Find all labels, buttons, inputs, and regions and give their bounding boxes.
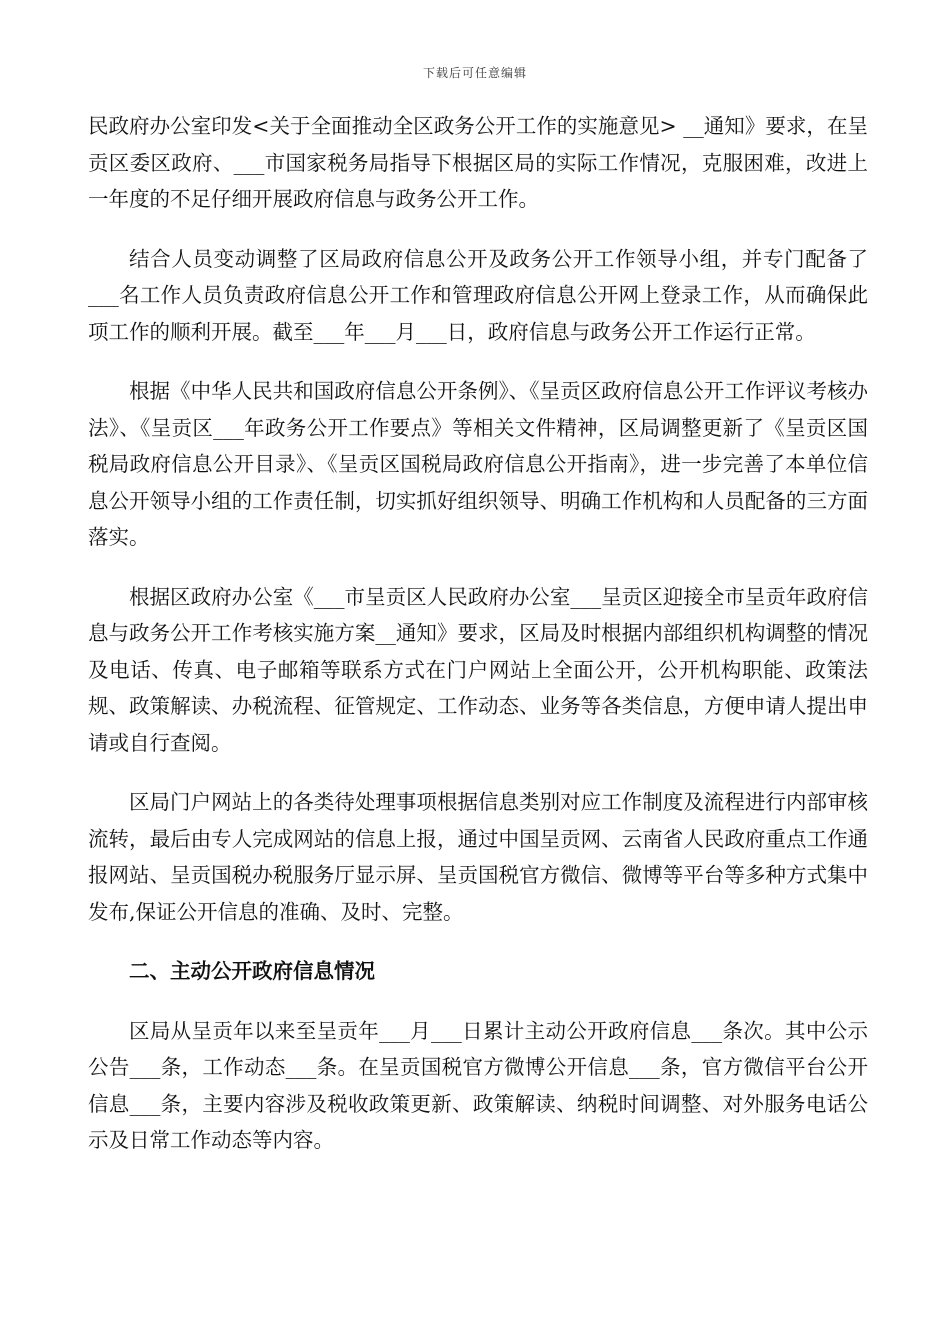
document-body bbox=[88, 108, 868, 1182]
paragraph-4: 根据区政府办公室《___市呈贡区人民政府办公室___呈贡区迎接全市呈贡年政府信息与政务公开工作考核实施方案__通知》要求，区局及时根据内部组织机构调整的情况及电话、传真、电子邮箱等联系方式在门户网站上全面公开，公开机构职能、政策法规、政策解读、办税流程、征管规定、工作动态、业务等各类信息，方便申请人提出申请或自行查阅。 bbox=[88, 584, 868, 755]
section-heading-2: 二、主动公开政府信息情况 bbox=[129, 959, 375, 983]
paragraph-1: 民政府办公室印发<关于全面推动全区政务公开工作的实施意见> __通知》要求，在呈贡区委区政府、___市国家税务局指导下根据区局的实际工作情况，克服困难，改进上一年度的不足仔细开展政府信息与政务公开工作。 bbox=[88, 114, 868, 211]
paragraph-2: 结合人员变动调整了区局政府信息公开及政务公开工作领导小组，并专门配备了___名工作人员负责政府信息公开工作和管理政府信息公开网上登录工作，从而确保此项工作的顺利开展。截至___年___月___日，政府信息与政务公开工作运行正常。 bbox=[88, 246, 868, 344]
paragraph-3: 根据《中华人民共和国政府信息公开条例》、《呈贡区政府信息公开工作评议考核办法》、《呈贡区___年政务公开工作要点》等相关文件精神，区局调整更新了《呈贡区国税局政府信息公开目录》、《呈贡区国税局政府信息公开指南》，进一步完善了本单位信息公开领导小组的工作责任制，切实抓好组织领导、明确工作机构和人员配备的三方面落实。 bbox=[88, 379, 868, 549]
paragraph-5: 区局门户网站上的各类待处理事项根据信息类别对应工作制度及流程进行内部审核流转，最后由专人完成网站的信息上报，通过中国呈贡网、云南省人民政府重点工作通报网站、呈贡国税办税服务厅显示屏、呈贡国税官方微信、微博等平台等多种方式集中发布,保证公开信息的准确、及时、完整。 bbox=[88, 790, 868, 924]
page-header-note: 下载后可任意编辑 bbox=[422, 66, 527, 80]
paragraph-6: 区局从呈贡年以来至呈贡年___月___日累计主动公开政府信息___条次。其中公示公告___条，工作动态___条。在呈贡国税官方微博公开信息___条，官方微信平台公开信息___条，主要内容涉及税收政策更新、政策解读、纳税时间调整、对外服务电话公示及日常工作动态等内容。 bbox=[88, 1018, 868, 1152]
